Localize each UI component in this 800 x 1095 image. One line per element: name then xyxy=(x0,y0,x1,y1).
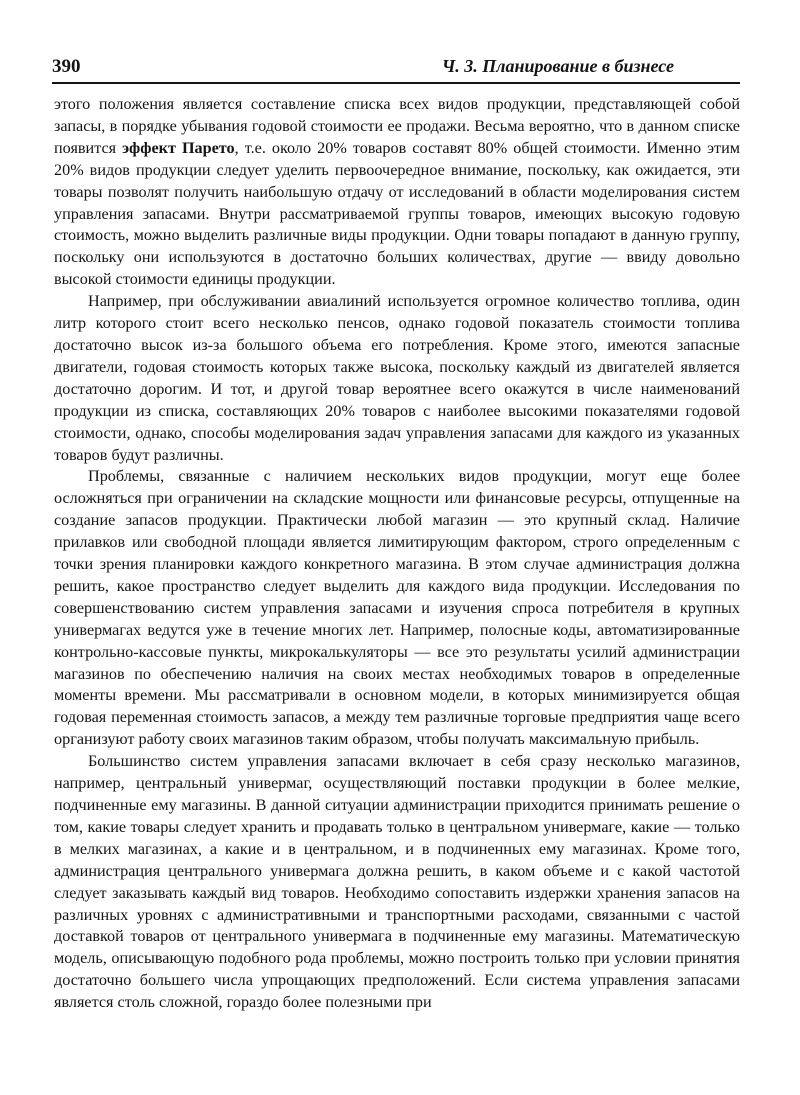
paragraph-3: Проблемы, связанные с наличием нескольких видов продукции, могут еще более осложняться при ограничении на складские мощности или финансовые ресурсы, отпущенные на создание запасов продукции. Практически любой магазин — это крупный склад. Наличие прилавков или свободной площади является лимитирующим фактором, строго определенным с точки зрения планировки каждого конкретного магазина. В этом случае администрация должна решить, какое пространство следует выделить для каждого вида продукции. Исследования по совершенствованию систем управления запасами и изучения спроса потребителя в крупных универмагах ведутся уже в течение многих лет. Например, полосные коды, автоматизированные контрольно-кассовые пункты, микрокалькуляторы — все это результаты усилий администрации магазинов по обеспечению наличия на своих местах необходимых товаров в определенные моменты времени. Мы рассматривали в основном модели, в которых минимизируется общая годовая переменная стоимость запасов, а между тем различные торговые предприятия чаще всего организуют работу своих магазинов таким образом, чтобы получать максимальную прибыль. xyxy=(54,467,740,749)
page-header xyxy=(52,52,740,84)
body-text xyxy=(54,94,740,1014)
page-number: 390 xyxy=(52,56,81,77)
running-title: Ч. 3. Планирование в бизнесе xyxy=(441,56,674,76)
paragraph-text: этого положения является составление списка всех видов продукции, представляющей собой запасы, в порядке убывания годовой стоимости ее продажи. Весьма вероятно, что в данном списке появится xyxy=(54,95,740,157)
paragraph-text: , т.е. около 20% товаров составят 80% общей стоимости. Именно этим 20% видов продукции следует уделить первоочередное внимание, поскольку, как ожидается, эти товары позволят получить наибольшую отдачу от исследований в области моделирования систем управления запасами. Внутри рассматриваемой группы товаров, имеющих высокую годовую стоимость, можно выделить различные виды продукции. Одни товары попадают в данную группу, поскольку они используются в достаточно больших количествах, другие — ввиду довольно высокой стоимости единицы продукции. xyxy=(54,138,740,289)
paragraph-2: Например, при обслуживании авиалиний используется огромное количество топлива, один литр которого стоит всего несколько пенсов, однако годовой показатель стоимости топлива достаточно высок из-за большого объема его потребления. Кроме этого, имеются запасные двигатели, годовая стоимость которых также высока, поскольку каждый из двигателей является достаточно дорогим. И тот, и другой товар вероятнее всего окажутся в числе наименований продукции из списка, составляющих 20% товаров с наиболее высокими показателями годовой стоимости, однако, способы моделирования задач управления запасами для каждого из указанных товаров будут различны. xyxy=(54,292,740,464)
paragraph-1 xyxy=(54,94,740,291)
paragraph-4: Большинство систем управления запасами включает в себя сразу несколько магазинов, например, центральный универмаг, осуществляющий поставки продукции в более мелкие, подчиненные ему магазины. В данной ситуации администрации приходится принимать решение о том, какие товары следует хранить и продавать только в центральном универмаге, какие — только в мелких магазинах, а какие и в центральном, и в подчиненных ему магазинах. Кроме того, администрация центрального универмага должна решить, в каком объеме и с какой частотой следует заказывать каждый вид товаров. Необходимо сопоставить издержки хранения запасов на различных уровнях с административными и транспортными расходами, связанными с частой доставкой товаров от центрального универмага в подчиненные ему магазины. Математическую модель, описывающую подобного рода проблемы, можно построить только при условии принятия достаточно большего числа упрощающих предположений. Если система управления запасами является столь сложной, гораздо более полезными при xyxy=(54,752,740,1012)
term-pareto-effect: эффект Парето xyxy=(122,138,235,157)
